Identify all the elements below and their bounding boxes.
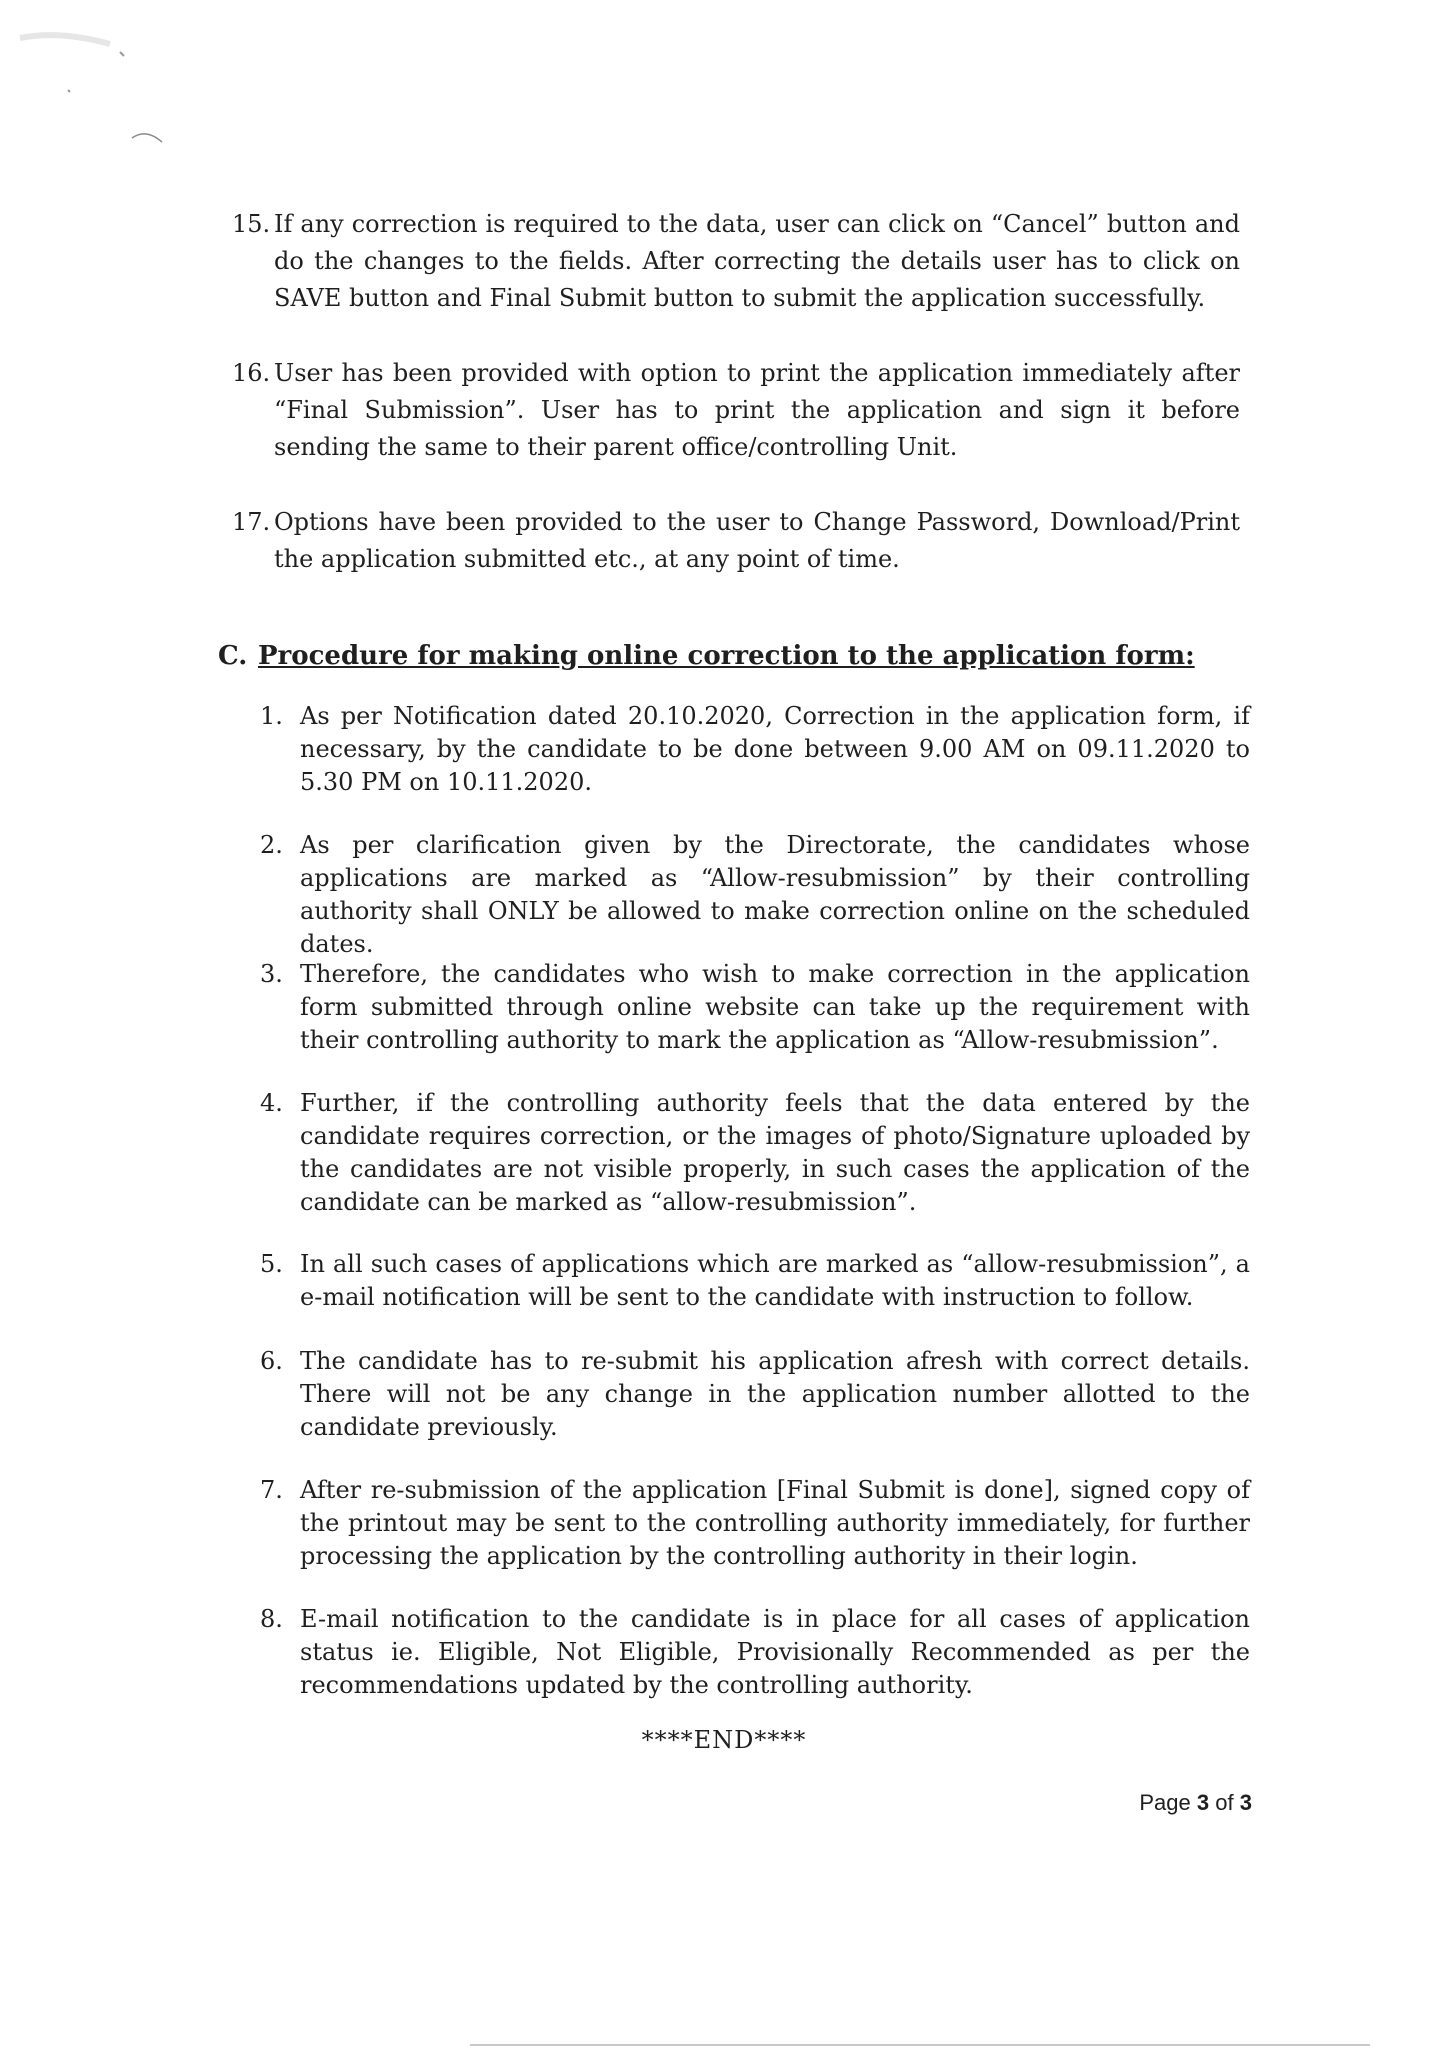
list-item-text: E-mail notification to the candidate is in place for all cases of application status ie. Eligible, Not Eligible, Provisionally Recommended as per the recommendations updated by the controlling authority. [300, 1605, 1250, 1699]
section-title: Procedure for making online correction to the application form: [258, 641, 1195, 671]
scan-smudge-mark [0, 0, 200, 160]
section-c-item-1 [260, 700, 1250, 799]
list-item-text: User has been provided with option to print the application immediately after “Final Submission”. User has to print the application and sign it before sending the same to their parent office/controlling Unit. [274, 359, 1240, 461]
current-page: 3 [1196, 1790, 1210, 1815]
of-word: of [1215, 1790, 1234, 1815]
scan-edge-line [470, 2044, 1370, 2046]
section-c-item-4 [260, 1087, 1250, 1219]
section-c-item-7 [260, 1474, 1250, 1573]
list-item-number: 15. [232, 210, 271, 238]
list-item-number: 3. [260, 960, 283, 988]
list-item-15 [232, 206, 1240, 317]
list-item-number: 2. [260, 831, 283, 859]
list-item-number: 1. [260, 702, 283, 730]
list-item-number: 16. [232, 359, 271, 387]
section-c-item-8 [260, 1603, 1250, 1702]
list-item-17 [232, 504, 1240, 578]
section-c-item-3 [260, 958, 1250, 1057]
section-c-item-6 [260, 1345, 1250, 1444]
list-item-text: Therefore, the candidates who wish to make correction in the application form submitted through online website can take up the requirement with their controlling authority to mark the application as “Allow-resubmission”. [300, 960, 1250, 1054]
list-item-text: As per clarification given by the Directorate, the candidates whose applications are marked as “Allow-resubmission” by their controlling authority shall ONLY be allowed to make correction online on the scheduled dates. [300, 831, 1250, 958]
page-number [1139, 1790, 1252, 1816]
list-item-number: 6. [260, 1347, 283, 1375]
list-item-text: After re-submission of the application [Final Submit is done], signed copy of the printout may be sent to the controlling authority immediately, for further processing the application by the controlling authority in their login. [300, 1476, 1250, 1570]
list-item-number: 4. [260, 1089, 283, 1117]
total-pages: 3 [1239, 1790, 1252, 1815]
list-item-number: 7. [260, 1476, 283, 1504]
section-c-item-5 [260, 1248, 1250, 1314]
section-c-item-2 [260, 829, 1250, 961]
list-item-text: If any correction is required to the data, user can click on “Cancel” button and do the changes to the fields. After correcting the details user has to click on SAVE button and Final Submit button to submit the application successfully. [274, 210, 1240, 312]
list-item-number: 8. [260, 1605, 283, 1633]
list-item-number: 5. [260, 1250, 283, 1278]
list-item-text: In all such cases of applications which are marked as “allow-resubmission”, a e-mail notification will be sent to the candidate with instruction to follow. [300, 1250, 1250, 1311]
section-letter: C. [218, 641, 248, 671]
page-word: Page [1139, 1790, 1191, 1815]
list-item-number: 17. [232, 508, 271, 536]
list-item-text: Further, if the controlling authority feels that the data entered by the candidate requires correction, or the images of photo/Signature uploaded by the candidates are not visible properly, in such cases the application of the candidate can be marked as “allow-resubmission”. [300, 1089, 1250, 1216]
list-item-text: Options have been provided to the user to Change Password, Download/Print the application submitted etc., at any point of time. [274, 508, 1240, 573]
list-item-16 [232, 355, 1240, 466]
list-item-text: As per Notification dated 20.10.2020, Correction in the application form, if necessary, by the candidate to be done between 9.00 AM on 09.11.2020 to 5.30 PM on 10.11.2020. [300, 702, 1250, 796]
list-item-text: The candidate has to re-submit his application afresh with correct details. There will not be any change in the application number allotted to the candidate previously. [300, 1347, 1250, 1441]
end-marker: ****END**** [641, 1726, 807, 1754]
